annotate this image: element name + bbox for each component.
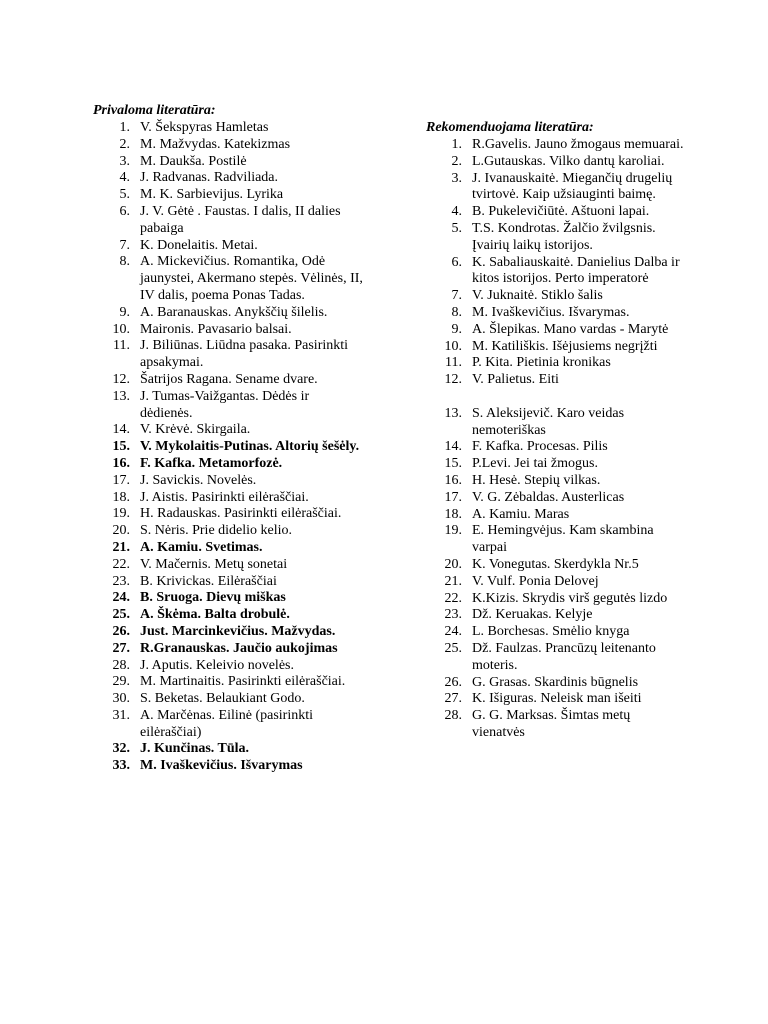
list-item-number: 5. <box>119 187 130 203</box>
required-literature-item <box>93 204 363 238</box>
required-literature-item <box>93 372 363 389</box>
required-literature-item <box>93 120 363 137</box>
list-item-number: 31. <box>112 707 130 723</box>
list-item-text: A. Kamiu. Svetimas. <box>140 539 263 555</box>
list-item-text: S. Nėris. Prie didelio kelio. <box>140 523 293 539</box>
list-item-text: A. Kamiu. Maras <box>472 506 570 522</box>
recommended-literature-item <box>426 490 686 507</box>
recommended-literature-item <box>426 574 686 591</box>
list-item-text: Dž. Faulzas. Prancūzų leitenanto moteris. <box>472 640 656 673</box>
list-item-text: J. V. Gėtė . Faustas. I dalis, II dalies pabaiga <box>140 203 341 236</box>
required-literature-item <box>93 473 363 490</box>
list-item-text: K.Kizis. Skrydis virš gegutės lizdo <box>472 590 668 606</box>
list-item-number: 11. <box>113 338 130 354</box>
required-literature-item <box>93 170 363 187</box>
required-literature-item <box>93 557 363 574</box>
recommended-literature-item <box>426 288 686 305</box>
list-item-number: 4. <box>451 204 462 220</box>
list-item-number: 21. <box>444 573 462 589</box>
list-item-number: 22. <box>444 590 462 606</box>
list-item-text: V. Mačernis. Metų sonetai <box>140 556 288 572</box>
list-item-text: K. Išiguras. Neleisk man išeiti <box>472 691 642 707</box>
list-item-number: 7. <box>451 288 462 304</box>
list-item-text: B. Pukelevičiūtė. Aštuoni lapai. <box>472 204 650 220</box>
list-item-text: J. Radvanas. Radviliada. <box>140 170 279 186</box>
list-item-number: 25. <box>112 607 130 623</box>
list-item-text: J. Ivanauskaitė. Miegančių drugelių tvirtovė. Kaip užsiauginti baimę. <box>472 170 673 203</box>
list-item-text: A. Škėma. Balta drobulė. <box>140 607 290 623</box>
list-item-number: 29. <box>112 674 130 690</box>
list-item-number: 17. <box>444 489 462 505</box>
list-item-text: K. Donelaitis. Metai. <box>140 237 258 253</box>
list-item-number: 24. <box>112 590 130 606</box>
required-literature-item <box>93 674 363 691</box>
list-item-text: V. Vulf. Ponia Delovej <box>472 573 599 589</box>
list-item-number: 13. <box>112 388 130 404</box>
list-item-text: T.S. Kondrotas. Žalčio žvilgsnis. Įvairių laikų istorijos. <box>472 220 656 253</box>
required-literature-section <box>93 103 363 775</box>
list-item-text: Just. Marcinkevičius. Mažvydas. <box>140 623 336 639</box>
list-item-number: 14. <box>444 439 462 455</box>
list-item-number: 3. <box>451 170 462 186</box>
list-item-number: 9. <box>119 304 130 320</box>
list-item-text: M. Daukša. Postilė <box>140 153 247 169</box>
list-item-number: 18. <box>112 489 130 505</box>
list-item-number: 1. <box>451 137 462 152</box>
required-literature-item <box>93 439 363 456</box>
list-item-text: S. Aleksijevič. Karo veidas nemoteriškas <box>472 405 625 438</box>
required-literature-item <box>93 641 363 658</box>
list-item-number: 1. <box>119 120 130 135</box>
recommended-literature-item <box>426 322 686 339</box>
required-literature-item <box>93 322 363 339</box>
recommended-literature-item <box>426 557 686 574</box>
list-item-number: 3. <box>119 153 130 169</box>
list-item-number: 15. <box>444 456 462 472</box>
list-item-number: 8. <box>119 254 130 270</box>
list-item-text: P. Kita. Pietinia kronikas <box>472 355 611 371</box>
required-literature-item <box>93 624 363 641</box>
list-item-text: M. Ivaškevičius. Išvarymas. <box>472 304 630 320</box>
list-item-text: H. Radauskas. Pasirinkti eilėraščiai. <box>140 506 342 522</box>
list-item-number: 14. <box>112 422 130 438</box>
required-literature-item <box>93 540 363 557</box>
required-literature-heading: Privaloma literatūra: <box>93 103 216 118</box>
list-item-number: 20. <box>444 556 462 572</box>
list-item-number: 27. <box>444 691 462 707</box>
list-item-number: 16. <box>112 455 130 471</box>
list-item-text: J. Kunčinas. Tūla. <box>140 741 250 757</box>
recommended-literature-item <box>426 372 686 389</box>
list-item-text: A. Mickevičius. Romantika, Odė jaunystei, Akermano stepės. Vėlinės, II, IV dalis, poema Ponas Tadas. <box>140 254 363 303</box>
required-literature-item <box>93 523 363 540</box>
list-item-number: 13. <box>444 405 462 421</box>
required-literature-item <box>93 338 363 372</box>
required-literature-list <box>93 120 363 775</box>
list-item-number: 26. <box>444 674 462 690</box>
recommended-literature-item <box>426 355 686 372</box>
list-item-text: J. Aistis. Pasirinkti eilėraščiai. <box>140 489 309 505</box>
list-item-number: 8. <box>451 304 462 320</box>
list-item-number: 19. <box>444 523 462 539</box>
recommended-literature-heading: Rekomenduojama literatūra: <box>426 120 594 135</box>
list-item-text: G. Grasas. Skardinis būgnelis <box>472 674 639 690</box>
list-item-number: 21. <box>112 539 130 555</box>
list-item-number: 26. <box>112 623 130 639</box>
list-item-text: M. Martinaitis. Pasirinkti eilėraščiai. <box>140 674 346 690</box>
recommended-literature-item <box>426 691 686 708</box>
list-item-number: 11. <box>445 355 462 371</box>
recommended-literature-item <box>426 221 686 255</box>
required-literature-item <box>93 254 363 304</box>
list-item-text: R.Granauskas. Jaučio aukojimas <box>140 640 338 656</box>
required-literature-item <box>93 389 363 423</box>
required-literature-item <box>93 305 363 322</box>
recommended-literature-item <box>426 406 686 440</box>
list-item-text: R.Gavelis. Jauno žmogaus memuarai. <box>472 137 684 152</box>
list-item-number: 32. <box>112 741 130 757</box>
required-literature-item <box>93 590 363 607</box>
list-item-text: H. Hesė. Stepių vilkas. <box>472 472 601 488</box>
recommended-literature-item <box>426 255 686 289</box>
required-literature-item <box>93 708 363 742</box>
list-item-text: K. Vonegutas. Skerdykla Nr.5 <box>472 556 639 572</box>
list-item-text: J. Biliūnas. Liūdna pasaka. Pasirinkti apsakymai. <box>140 338 349 371</box>
list-item-number: 16. <box>444 472 462 488</box>
required-literature-item <box>93 137 363 154</box>
recommended-literature-list <box>426 137 686 742</box>
list-item-text: V. Šekspyras Hamletas <box>140 120 269 135</box>
list-item-text: M. K. Sarbievijus. Lyrika <box>140 187 284 203</box>
list-item-number: 2. <box>451 153 462 169</box>
required-literature-item <box>93 238 363 255</box>
recommended-literature-item <box>426 624 686 641</box>
list-item-text: A. Baranauskas. Anykščių šilelis. <box>140 304 328 320</box>
required-literature-item <box>93 741 363 758</box>
required-literature-item <box>93 574 363 591</box>
list-item-number: 12. <box>444 372 462 388</box>
list-item-number: 30. <box>112 691 130 707</box>
list-item-number: 18. <box>444 506 462 522</box>
recommended-literature-item <box>426 708 686 742</box>
list-item-text: V. G. Zėbaldas. Austerlicas <box>472 489 625 505</box>
list-item-text: K. Sabaliauskaitė. Danielius Dalba ir kitos istorijos. Perto imperatorė <box>472 254 680 287</box>
recommended-literature-item <box>426 339 686 356</box>
recommended-literature-item <box>426 154 686 171</box>
list-item-text: V. Palietus. Eiti <box>472 372 559 388</box>
required-literature-item <box>93 758 363 775</box>
list-item-number: 4. <box>119 170 130 186</box>
list-item-text: L.Gutauskas. Vilko dantų karoliai. <box>472 153 665 169</box>
recommended-literature-item <box>426 591 686 608</box>
list-item-text: F. Kafka. Metamorfozė. <box>140 455 283 471</box>
list-item-number: 27. <box>112 640 130 656</box>
list-item-number: 23. <box>444 607 462 623</box>
list-item-text: Šatrijos Ragana. Sename dvare. <box>140 371 318 387</box>
list-item-text: Maironis. Pavasario balsai. <box>140 321 292 337</box>
list-item-text: M. Katiliškis. Išėjusiems negrįžti <box>472 338 658 354</box>
list-item-number: 24. <box>444 624 462 640</box>
list-item-number: 10. <box>112 321 130 337</box>
list-item-number: 6. <box>119 203 130 219</box>
list-item-text: F. Kafka. Procesas. Pilis <box>472 439 608 455</box>
list-item-number: 25. <box>444 640 462 656</box>
recommended-literature-item <box>426 456 686 473</box>
list-item-text: A. Marčėnas. Eilinė (pasirinkti eilėraščiai) <box>140 707 314 740</box>
required-literature-item <box>93 154 363 171</box>
list-item-number: 2. <box>119 136 130 152</box>
required-literature-item <box>93 607 363 624</box>
required-literature-item <box>93 506 363 523</box>
list-item-number: 17. <box>112 472 130 488</box>
list-item-text: J. Savickis. Novelės. <box>140 472 257 488</box>
recommended-literature-item <box>426 137 686 154</box>
required-literature-item <box>93 187 363 204</box>
list-item-text: Dž. Keruakas. Kelyje <box>472 607 593 623</box>
list-item-text: M. Mažvydas. Katekizmas <box>140 136 291 152</box>
list-item-text: V. Krėvė. Skirgaila. <box>140 422 251 438</box>
required-literature-item <box>93 658 363 675</box>
list-item-text: L. Borchesas. Smėlio knyga <box>472 624 630 640</box>
list-item-text: V. Mykolaitis-Putinas. Altorių šešėly. <box>140 439 360 455</box>
list-item-text: V. Juknaitė. Stiklo šalis <box>472 288 603 304</box>
list-item-text: S. Beketas. Belaukiant Godo. <box>140 691 305 707</box>
list-item-number: 20. <box>112 523 130 539</box>
recommended-literature-item <box>426 305 686 322</box>
recommended-literature-section <box>426 120 686 742</box>
list-item-number: 33. <box>112 758 130 774</box>
list-item-number: 19. <box>112 506 130 522</box>
list-item-number: 6. <box>451 254 462 270</box>
list-item-text: P.Levi. Jei tai žmogus. <box>472 456 598 472</box>
recommended-literature-item <box>426 607 686 624</box>
required-literature-item <box>93 490 363 507</box>
list-item-number: 28. <box>112 657 130 673</box>
required-literature-item <box>93 422 363 439</box>
list-item-text: B. Krivickas. Eilėraščiai <box>140 573 277 589</box>
list-item-number: 23. <box>112 573 130 589</box>
recommended-literature-item <box>426 523 686 557</box>
list-item-number: 22. <box>112 556 130 572</box>
recommended-literature-item <box>426 507 686 524</box>
list-item-text: J. Tumas-Vaižgantas. Dėdės ir dėdienės. <box>140 388 310 421</box>
recommended-literature-item <box>426 204 686 221</box>
list-item-number: 5. <box>451 220 462 236</box>
recommended-literature-item <box>426 641 686 675</box>
list-item-number: 15. <box>112 439 130 455</box>
recommended-literature-item <box>426 171 686 205</box>
list-item-text: B. Sruoga. Dievų miškas <box>140 590 286 606</box>
list-item-text: M. Ivaškevičius. Išvarymas <box>140 758 303 774</box>
list-item-text: E. Hemingvėjus. Kam skambina varpai <box>472 523 654 556</box>
list-item-text: J. Aputis. Keleivio novelės. <box>140 657 294 673</box>
list-item-text: G. G. Marksas. Šimtas metų vienatvės <box>472 708 631 740</box>
list-item-number: 12. <box>112 371 130 387</box>
list-item-number: 9. <box>451 321 462 337</box>
recommended-literature-item <box>426 473 686 490</box>
required-literature-item <box>93 691 363 708</box>
list-item-number: 28. <box>444 708 462 724</box>
list-item-number: 7. <box>119 237 130 253</box>
recommended-literature-item <box>426 439 686 456</box>
recommended-literature-item <box>426 675 686 692</box>
list-item-text: A. Šlepikas. Mano vardas - Marytė <box>472 321 669 337</box>
required-literature-item <box>93 456 363 473</box>
list-item-number: 10. <box>444 338 462 354</box>
